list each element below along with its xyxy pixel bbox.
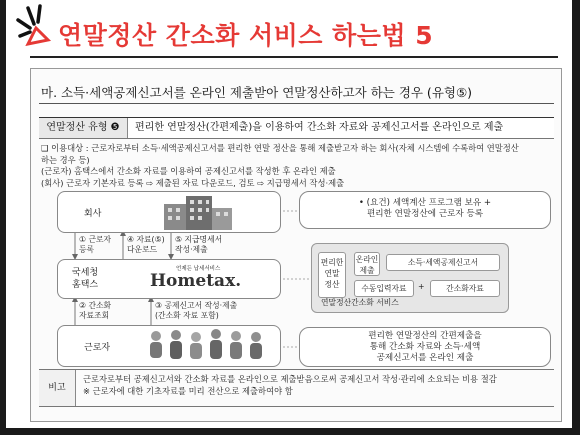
company-node bbox=[57, 191, 281, 233]
worker-label: 근로자 bbox=[84, 343, 111, 353]
requirement-line1: • (요건) 세액계산 프로그램 보유 + bbox=[358, 198, 492, 208]
hometax-label: 홈택스 bbox=[72, 280, 99, 290]
slide-left-border bbox=[0, 0, 6, 435]
simplified-service-caption: 연말정산간소화 서비스 bbox=[321, 298, 399, 307]
remarks-label: 비고 bbox=[39, 370, 76, 406]
usage-line-1: ❑ 이용대상 : 근로자로부터 소득·세액공제신고서를 편리한 연말 정산을 통해 제출받고자 하는 회사(자체 시스템에 수록하여 연말정산 bbox=[41, 143, 519, 153]
slide-right-border bbox=[572, 0, 580, 435]
step3-line1: ③ 공제신고서 작성·제출 bbox=[155, 301, 238, 310]
step4-label bbox=[127, 235, 165, 254]
hometax-logo: Hometax. bbox=[150, 271, 242, 291]
online-submit-badge bbox=[354, 252, 380, 276]
people-icon bbox=[144, 328, 270, 364]
step4-line1: ④ 자료(⑤) bbox=[127, 235, 165, 244]
remarks-text bbox=[83, 374, 497, 397]
building-icon bbox=[158, 194, 238, 230]
convenient-l2: 연말 bbox=[324, 269, 340, 278]
worker-description-text bbox=[300, 331, 550, 364]
hometax-node bbox=[57, 259, 281, 299]
step4-line2: 다운로드 bbox=[127, 244, 158, 254]
step3-line2: (간소화 자료 포함) bbox=[155, 310, 219, 320]
slide-bottom-border bbox=[0, 428, 580, 435]
document-image bbox=[30, 68, 562, 422]
convenient-settlement-badge bbox=[318, 252, 346, 298]
worker-description-box bbox=[299, 327, 551, 367]
convenient-l3: 정산 bbox=[324, 280, 340, 289]
burst-decoration-icon bbox=[14, 2, 54, 46]
type-description: 편리한 연말정산(간편제출)을 이용하여 간소화 자료와 공제신고서를 온라인으로 제출 bbox=[135, 122, 504, 133]
online-l1: 온라인 bbox=[355, 255, 379, 264]
plus-sign: + bbox=[418, 282, 425, 291]
simplified-data-pill: 간소화자료 bbox=[430, 280, 500, 297]
company-label: 회사 bbox=[84, 209, 102, 219]
worker-line3: 공제신고서를 온라인 제출 bbox=[376, 353, 474, 363]
type-label: 연말정산 유형 ❺ bbox=[39, 118, 128, 138]
requirement-line2: 편리한 연말정산에 근로자 등록 bbox=[366, 209, 484, 219]
worker-line1: 편리한 연말정산의 간편제출을 bbox=[368, 331, 482, 341]
worker-line2: 통해 간소화 자료와 소득·세액 bbox=[369, 342, 481, 352]
remarks-row bbox=[39, 369, 554, 407]
usage-line-2: 하는 경우 등) bbox=[41, 154, 90, 165]
step5-line2: 작성·제출 bbox=[175, 244, 208, 254]
nts-label: 국세청 bbox=[72, 268, 99, 278]
title-underline bbox=[30, 56, 558, 58]
usage-line-3: (근로자) 홈택스에서 간소화 자료를 이용하여 공제신고서를 작성한 후 온라인 제출 bbox=[41, 166, 336, 176]
convenient-l1: 편리한 bbox=[320, 258, 344, 267]
slide-title: 연말정산 간소화 서비스 하는법 5 bbox=[58, 21, 434, 50]
online-l2: 제출 bbox=[359, 266, 375, 275]
step2-line2: 자료조회 bbox=[79, 310, 110, 320]
section-title: 마. 소득·세액공제신고서를 온라인 제출받아 연말정산하고자 하는 경우 (유형⑤) bbox=[41, 85, 473, 100]
company-requirement-box bbox=[299, 191, 551, 229]
step1-line1: ① 근로자 bbox=[79, 235, 112, 244]
remarks-line2: ※ 근로자에 대한 기초자료를 미리 전산으로 제출하여야 함 bbox=[83, 385, 293, 396]
remarks-line1: 근로자로부터 공제신고서와 간소화 자료를 온라인으로 제출받음으로써 공제신고서 작성·관리에 소요되는 비용 절감 bbox=[83, 374, 497, 384]
company-requirement-text bbox=[300, 198, 550, 220]
deduction-form-pill: 소득·세액공제신고서 bbox=[386, 254, 500, 271]
step1-label bbox=[79, 235, 111, 254]
usage-line-4: (회사) 근로자 기본자료 등록 ⇨ 제출된 자료 다운로드, 검토 ⇨ 지급명세서 작성·제출 bbox=[41, 177, 345, 188]
step3-label bbox=[155, 301, 237, 320]
step5-line1: ⑤ 지급명세서 bbox=[175, 235, 223, 244]
step2-line1: ② 간소화 bbox=[79, 301, 112, 310]
worker-node bbox=[57, 325, 281, 367]
manual-input-pill: 수동입력자료 bbox=[354, 280, 414, 297]
step5-label bbox=[175, 235, 222, 254]
hometax-node-label bbox=[72, 267, 98, 291]
step1-line2: 등록 bbox=[79, 244, 95, 254]
step2-label bbox=[79, 301, 111, 320]
hometax-caption: 언제든 납세서비스 bbox=[176, 266, 221, 272]
